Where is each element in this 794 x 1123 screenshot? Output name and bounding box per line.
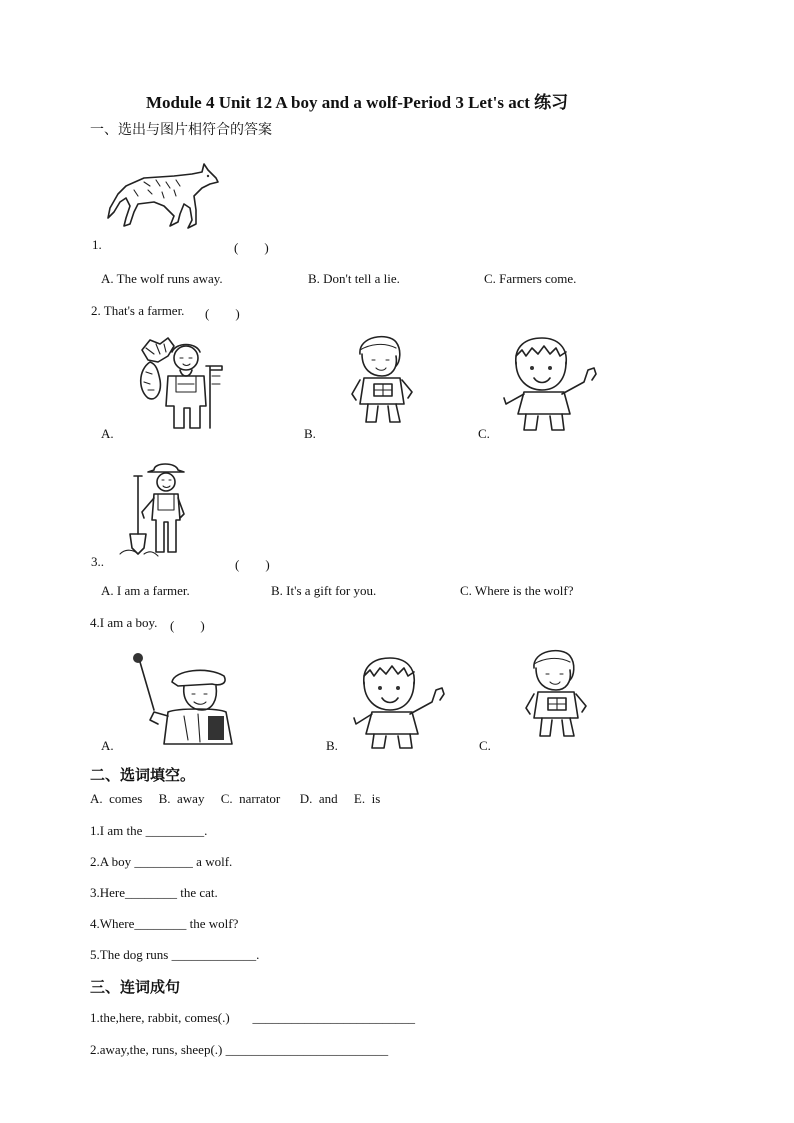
q1-number: 1. (92, 237, 102, 252)
word-bank: A. comes B. away C. narrator D. and E. is (90, 791, 381, 806)
q2-label-b[interactable]: B. (304, 426, 316, 441)
q2-text: 2. That's a farmer. (91, 303, 185, 318)
section-1-heading: 一、选出与图片相符合的答案 (90, 123, 272, 138)
section-3-heading: 三、连词成句 (90, 980, 181, 996)
fill-blank-4[interactable]: 4.Where________ the wolf? (90, 916, 239, 931)
waving-boy-icon (500, 334, 604, 434)
fill-blank-5[interactable]: 5.The dog runs _____________. (90, 947, 260, 962)
q2-label-c[interactable]: C. (478, 426, 490, 441)
q4-label-a[interactable]: A. (101, 738, 114, 753)
q4-label-c[interactable]: C. (479, 738, 491, 753)
waving-boy-icon-2 (350, 654, 454, 750)
q2-answer-paren[interactable]: ( ) (205, 306, 240, 321)
sentence-order-2[interactable]: 2.away,the, runs, sheep(.) _________________________ (90, 1042, 389, 1057)
q3-option-c[interactable]: C. Where is the wolf? (460, 583, 574, 598)
page-title: Module 4 Unit 12 A boy and a wolf-Period 3 Let's act 练习 (146, 93, 569, 112)
girl-with-gift-icon-2 (518, 644, 598, 744)
wolf-drawing-icon (104, 160, 224, 230)
farmer-with-vegetables-icon (128, 336, 228, 432)
q4-text: 4.I am a boy. (90, 615, 158, 630)
q4-answer-paren[interactable]: ( ) (170, 618, 205, 633)
fill-blank-1[interactable]: 1.I am the _________. (90, 823, 208, 838)
section-2-heading: 二、选词填空。 (90, 768, 196, 784)
narrator-with-stick-icon (128, 650, 236, 746)
q3-answer-paren[interactable]: ( ) (235, 557, 270, 572)
q3-number: 3.. (91, 554, 104, 569)
q2-label-a[interactable]: A. (101, 426, 114, 441)
fill-blank-2[interactable]: 2.A boy _________ a wolf. (90, 854, 233, 869)
sentence-order-1[interactable]: 1.the,here, rabbit, comes(.) _________________________ (90, 1010, 415, 1025)
girl-with-gift-icon (344, 330, 424, 430)
q4-label-b[interactable]: B. (326, 738, 338, 753)
fill-blank-3[interactable]: 3.Here________ the cat. (90, 885, 218, 900)
farmer-with-shovel-icon (114, 458, 194, 560)
q1-option-a[interactable]: A. The wolf runs away. (101, 271, 223, 286)
q3-option-a[interactable]: A. I am a farmer. (101, 583, 190, 598)
q1-option-c[interactable]: C. Farmers come. (484, 271, 577, 286)
q3-option-b[interactable]: B. It's a gift for you. (271, 583, 377, 598)
q1-answer-paren[interactable]: ( ) (234, 240, 269, 255)
q1-option-b[interactable]: B. Don't tell a lie. (308, 271, 400, 286)
